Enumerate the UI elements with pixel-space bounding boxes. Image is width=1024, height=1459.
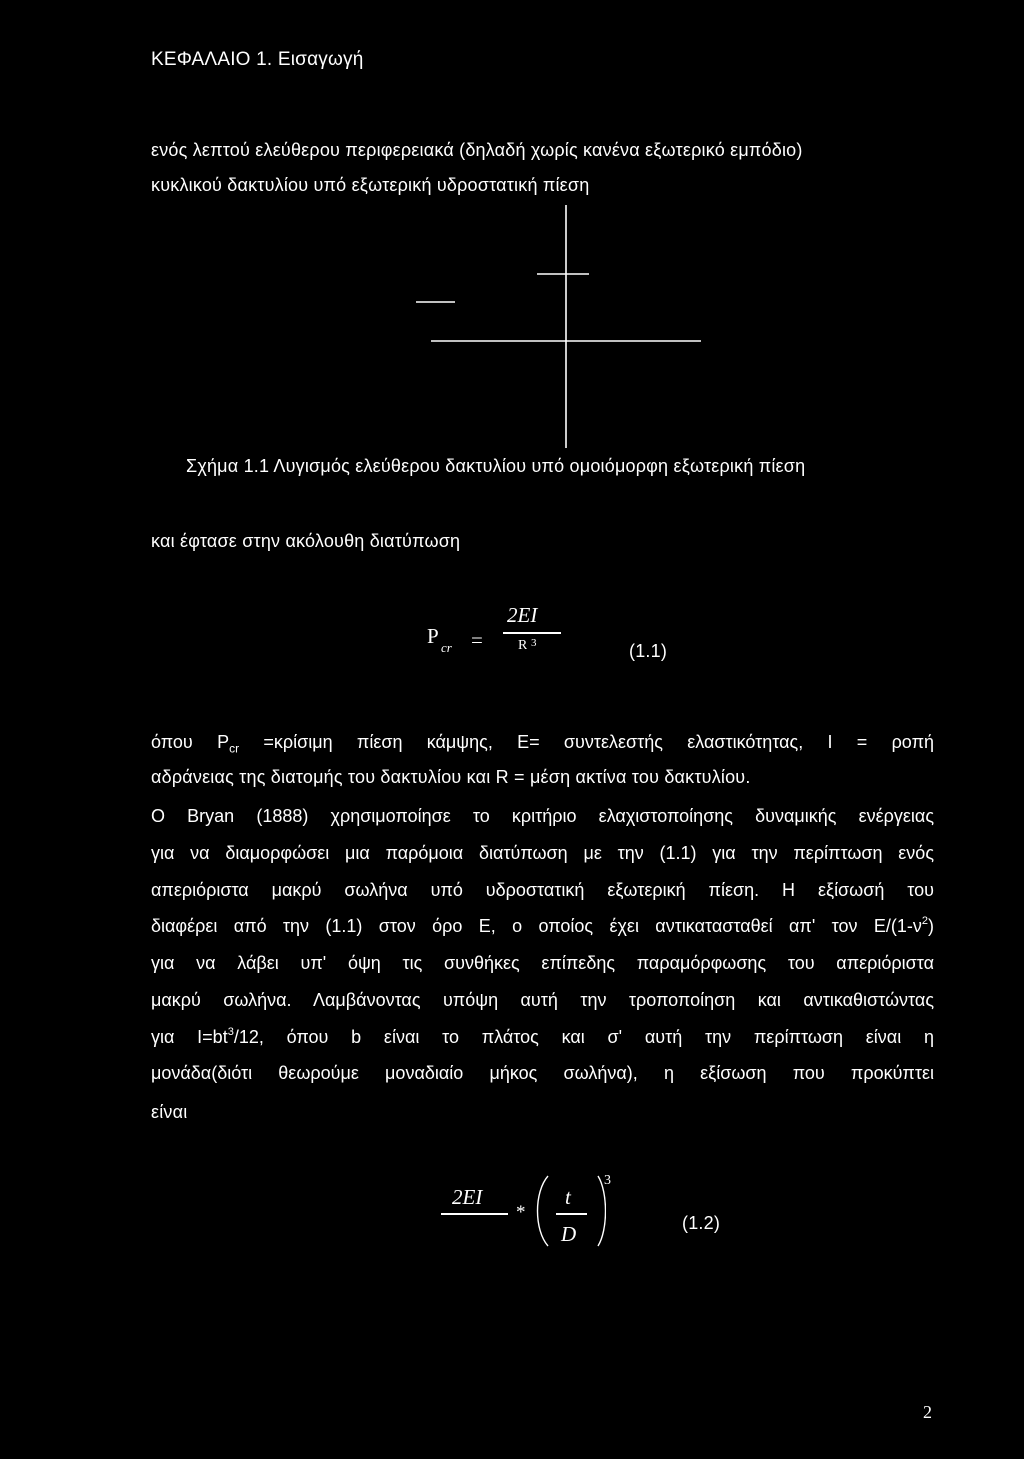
eq1-fraction-bar <box>503 632 561 634</box>
eq2-left-paren <box>538 1176 549 1246</box>
intro-line-2: κυκλικού δακτυλίου υπό εξωτερική υδροστατική πίεση <box>151 175 590 195</box>
eq2-inner-fraction-bar <box>556 1213 587 1215</box>
p1-line1-start: όπου P <box>151 732 230 752</box>
eq2-fraction-bar <box>441 1213 508 1215</box>
paragraph-1-line-2: αδράνειας της διατομής του δακτυλίου και R = μέση ακτίνα του δακτυλίου. <box>151 767 751 787</box>
paragraph-2-line-3: απεριόριστα μακρύ σωλήνα υπό υδροστατική εξωτερική πίεση. Η εξίσωσή του <box>151 880 934 900</box>
eq1-number: (1.1) <box>629 641 668 661</box>
paragraph-2-line-4 <box>151 916 934 937</box>
p1-line1-subscript: cr <box>229 741 240 756</box>
eq2-numerator: 2EI <box>452 1185 483 1209</box>
eq2-times: * <box>516 1202 526 1223</box>
eq2-inner-numerator: t <box>565 1185 571 1209</box>
eq1-numerator: 2EI <box>507 603 538 627</box>
intro-line-1: ενός λεπτού ελεύθερου περιφερειακά (δηλαδή χωρίς κανένα εξωτερικό εμπόδιο) <box>151 140 803 160</box>
eq2-exponent: 3 <box>604 1173 611 1188</box>
eq1-denominator-exponent: 3 <box>531 638 537 649</box>
paragraph-2-line-2: για να διαμορφώσει μια παρόμοια διατύπωση με την (1.1) για την περίπτωση ενός <box>151 843 934 863</box>
eq1-denominator: R <box>518 639 528 649</box>
p2-line7-superscript: 3 <box>227 1026 234 1038</box>
p2-line7-end: /12, όπου b είναι το πλάτος και σ' αυτή την περίπτωση είναι η <box>233 1027 934 1047</box>
eq2-number: (1.2) <box>682 1213 721 1233</box>
p2-line4-end: ) <box>928 916 934 936</box>
paragraph-2-line-5: για να λάβει υπ' όψη τις συνθήκες επίπεδης παραμόρφωσης του απεριόριστα <box>151 953 934 973</box>
paragraph-2-line-8: μονάδα(διότι θεωρούμε μοναδιαίο μήκος σωλήνα), η εξίσωση που προκύπτει <box>151 1063 934 1083</box>
eq1-lhs-subscript: cr <box>441 640 452 655</box>
page-number: 2 <box>923 1402 932 1422</box>
eq1-lhs: P <box>427 624 439 648</box>
paragraph-2-line-9: είναι <box>151 1102 188 1122</box>
eq1-equals: = <box>471 628 483 652</box>
paragraph-1-line-1 <box>151 732 934 756</box>
paragraph-2-line-6: μακρύ σωλήνα. Λαμβάνοντας υπόψη αυτή την τροποποίηση και αντικαθιστώντας <box>151 990 934 1010</box>
p2-line7-start: για I=bt <box>151 1027 228 1047</box>
eq2-inner-denominator: D <box>561 1222 577 1246</box>
p2-line4-superscript: 2 <box>921 915 928 927</box>
lead-in-text: και έφτασε στην ακόλουθη διατύπωση <box>151 531 461 551</box>
paragraph-2-line-1: O Bryan (1888) χρησιμοποίησε το κριτήριο ελαχιστοποίησης δυναμικής ενέργειας <box>151 806 934 826</box>
chapter-header: ΚΕΦΑΛΑΙΟ 1. Εισαγωγή <box>151 49 364 70</box>
p1-line1-end: =κρίσιμη πίεση κάμψης, Ε= συντελεστής ελαστικότητας, I = ροπή <box>239 732 934 752</box>
figure-caption: Σχήμα 1.1 Λυγισμός ελεύθερου δακτυλίου υπό ομοιόμορφη εξωτερική πίεση <box>186 456 806 476</box>
figure-1-1-drawing <box>0 0 1024 460</box>
paragraph-2-line-7 <box>151 1027 934 1048</box>
p2-line4-start: διαφέρει από την (1.1) στον όρο Ε, ο οποίος έχει αντικατασταθεί απ' τον Ε/(1-ν <box>151 916 922 936</box>
